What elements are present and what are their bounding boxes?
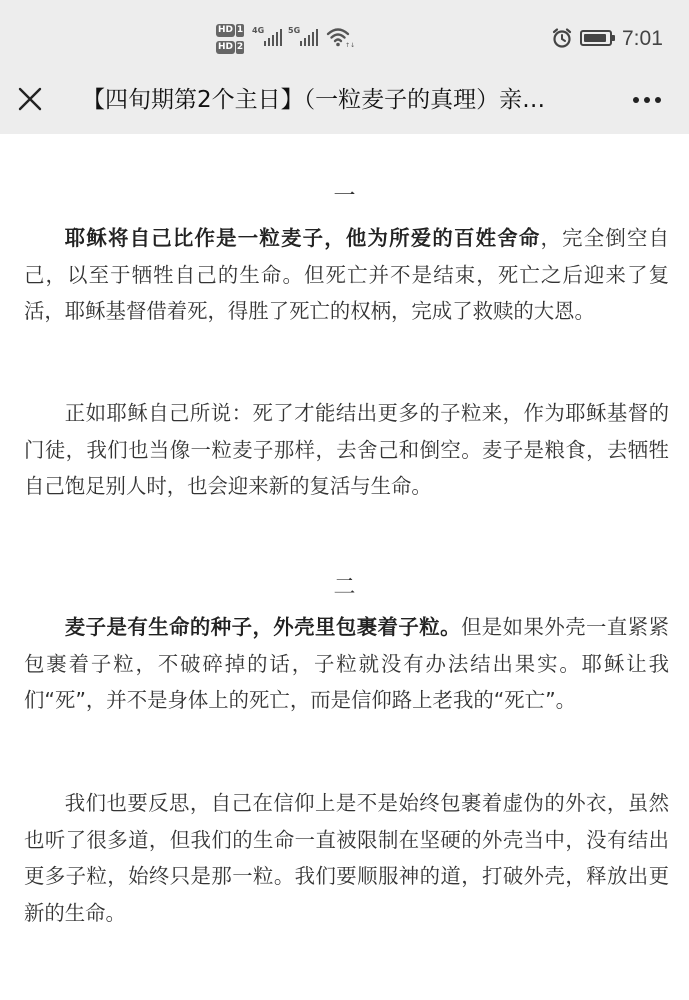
- section-heading: 一: [333, 184, 356, 209]
- paragraph-text: 但是如果外壳一直紧紧包裹着子粒，不破碎掉的话，子粒就没有办法结出果实。耶稣让我们“死”，并不是身体上的死亡，而是信仰路上老我的“死亡”。: [24, 615, 669, 712]
- emphasis-text: 麦子是有生命的种子，外壳里包裹着子粒。: [64, 615, 461, 639]
- signal-icon: 5G: [288, 26, 328, 48]
- sim2-indicator: HD 2: [218, 42, 244, 52]
- article-paragraph: [24, 609, 669, 719]
- page-title: 【四旬期第2个主日】（一粒麦子的真理）亲…: [82, 87, 546, 113]
- section-heading: 二: [333, 575, 356, 600]
- article-paragraph: 我们也要反思，自己在信仰上是不是始终包裹着虚伪的外衣，虽然也听了很多道，但我们的生命一直被限制在坚硬的外壳当中，没有结出更多子粒，始终只是那一粒。我们要顺服神的道，打破外壳，释放出更新的生命。: [24, 791, 669, 925]
- status-bar: [0, 0, 689, 62]
- wifi-icon: [326, 26, 356, 49]
- signal-icon: 4G: [252, 26, 292, 48]
- article-body: [0, 134, 689, 1000]
- battery-icon: [580, 30, 612, 46]
- more-icon[interactable]: [632, 96, 662, 104]
- paragraph-text: ，完全倒空自己，以至于牺牲自己的生命。但死亡并不是结束，死亡之后迎来了复活，耶稣基督借着死，得胜了死亡的权柄，完成了救赎的大恩。: [24, 226, 670, 323]
- alarm-icon: [551, 27, 573, 49]
- article-paragraph: 正如耶稣自己所说：死了才能结出更多的子粒来，作为耶稣基督的门徒，我们也当像一粒麦子那样，去舍己和倒空。麦子是粮食，去牺牲自己饱足别人时，也会迎来新的复活与生命。: [24, 401, 669, 498]
- close-icon[interactable]: [17, 86, 43, 112]
- svg-text:↑↓: ↑↓: [345, 42, 356, 49]
- top-bar: [0, 0, 689, 134]
- sim1-indicator: HD 1: [218, 25, 244, 35]
- article-paragraph: [24, 220, 669, 330]
- clock-time: 7:01: [622, 27, 663, 50]
- emphasis-text: 耶稣将自己比作是一粒麦子，他为所爱的百姓舍命: [64, 226, 541, 250]
